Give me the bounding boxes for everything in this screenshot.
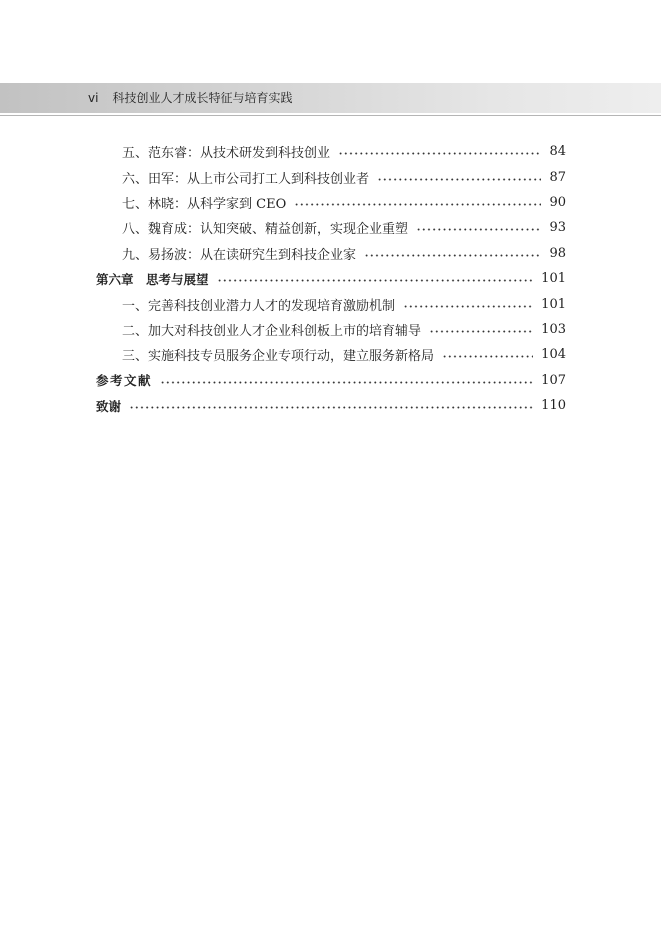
toc-entry-page: 98 (549, 245, 566, 261)
toc-entry-page: 93 (549, 220, 566, 236)
table-of-contents (96, 139, 566, 418)
book-title: 科技创业人才成长特征与培育实践 (112, 91, 293, 105)
toc-entry (96, 241, 566, 266)
toc-entry-title: 九、易扬波：从在读研究生到科技企业家 (122, 247, 357, 263)
toc-entry-page: 107 (541, 372, 566, 388)
toc-chapter-title: 第六章 思考与展望 (96, 271, 209, 287)
toc-references-title: 参考文献 (96, 373, 153, 389)
toc-entry-page: 101 (541, 271, 566, 287)
dot-leader (217, 279, 534, 282)
dot-leader (160, 381, 533, 384)
toc-entry-page: 104 (541, 347, 566, 363)
header-divider (0, 115, 661, 116)
dot-leader (403, 305, 533, 308)
toc-entry-page: 84 (549, 144, 566, 160)
toc-entry (96, 215, 566, 240)
toc-entry-title: 八、魏育成：认知突破、精益创新，实现企业重塑 (122, 222, 409, 238)
running-header (88, 83, 292, 113)
toc-entry-title: 一、完善科技创业潜力人才的发现培育激励机制 (122, 298, 396, 314)
dot-leader (129, 406, 533, 409)
dot-leader (338, 152, 541, 155)
toc-entry-page: 110 (541, 398, 566, 414)
dot-leader (294, 203, 541, 206)
toc-entry-page: 90 (549, 194, 566, 210)
toc-references-entry (96, 368, 566, 393)
dot-leader (416, 228, 541, 231)
toc-entry (96, 190, 566, 215)
toc-entry (96, 164, 566, 189)
dot-leader (442, 355, 533, 358)
toc-entry-title: 七、林晓：从科学家到 CEO (122, 196, 287, 212)
toc-entry-page: 87 (549, 169, 566, 185)
toc-chapter-entry (96, 266, 566, 291)
page-number: vi (88, 91, 99, 105)
toc-entry (96, 317, 566, 342)
toc-entry (96, 139, 566, 164)
toc-entry (96, 291, 566, 316)
toc-entry-page: 103 (541, 321, 566, 337)
toc-entry-title: 二、加大对科技创业人才企业科创板上市的培育辅导 (122, 323, 422, 339)
toc-entry-page: 101 (541, 296, 566, 312)
toc-entry-title: 五、范东睿：从技术研发到科技创业 (122, 146, 331, 162)
toc-entry (96, 342, 566, 367)
dot-leader (364, 254, 541, 257)
toc-entry-title: 三、实施科技专员服务企业专项行动，建立服务新格局 (122, 349, 435, 365)
dot-leader (377, 178, 541, 181)
toc-acknowledgements-entry (96, 393, 566, 418)
toc-entry-title: 六、田军：从上市公司打工人到科技创业者 (122, 171, 370, 187)
dot-leader (429, 330, 533, 333)
toc-acknowledgements-title: 致谢 (96, 398, 122, 414)
